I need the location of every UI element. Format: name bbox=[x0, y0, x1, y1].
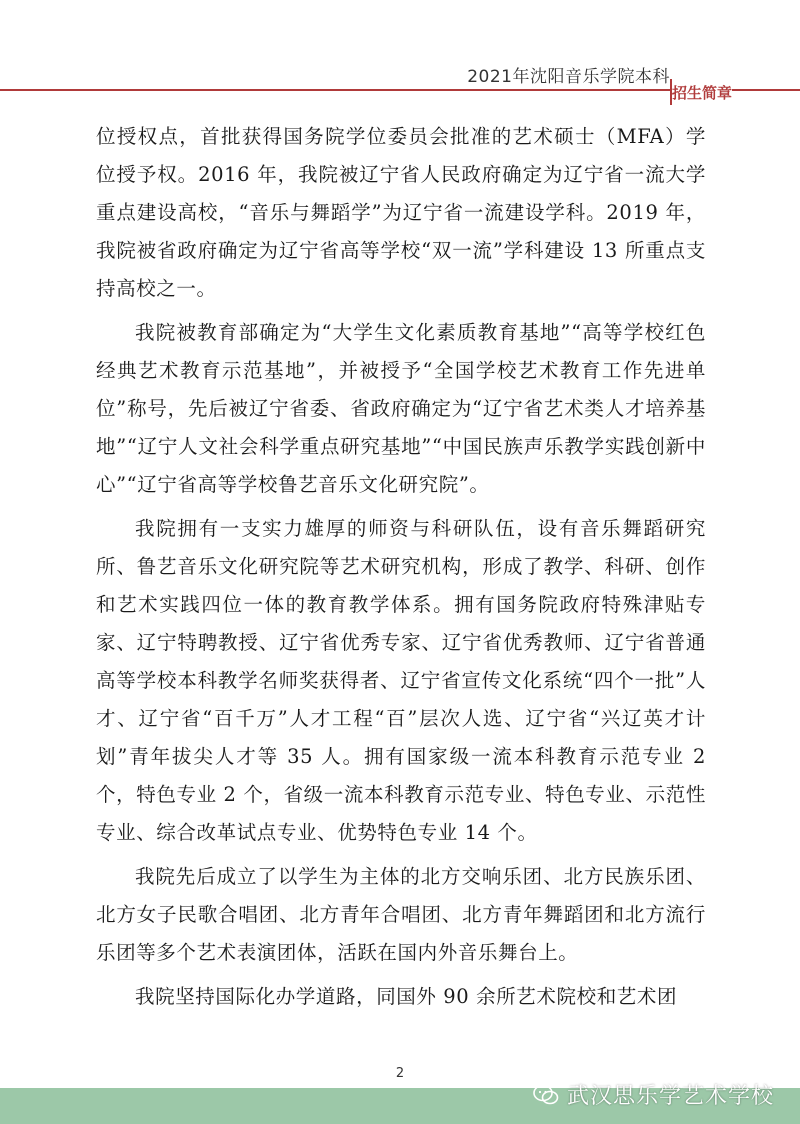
paragraph: 我院坚持国际化办学道路，同国外 90 余所艺术院校和艺术团 bbox=[135, 985, 678, 1008]
header-tab: 招生简章 bbox=[670, 79, 732, 105]
watermark bbox=[533, 1079, 774, 1110]
wechat-icon bbox=[533, 1084, 559, 1106]
page-number: 2 bbox=[395, 1066, 405, 1081]
header-title: 2021年沈阳音乐学院本科 bbox=[467, 67, 670, 87]
watermark-text: 武汉思乐学艺术学校 bbox=[566, 1084, 774, 1109]
body-text bbox=[96, 118, 706, 1016]
paragraph: 我院被教育部确定为“大学生文化素质教育基地”“高等学校红色经典艺术教育示范基地”，并被授予“全国学校艺术教育工作先进单位”称号，先后被辽宁省委、省政府确定为“辽宁省艺术类人才培养基地”“辽宁人文社会科学重点研究基地”“中国民族声乐教学实践创新中心”“辽宁省高等学校鲁艺音乐文化研究院”。 bbox=[96, 321, 706, 496]
paragraph: 我院先后成立了以学生为主体的北方交响乐团、北方民族乐团、北方女子民歌合唱团、北方青年合唱团、北方青年舞蹈团和北方流行乐团等多个艺术表演团体，活跃在国内外音乐舞台上。 bbox=[96, 865, 706, 964]
paragraph: 我院拥有一支实力雄厚的师资与科研队伍，设有音乐舞蹈研究所、鲁艺音乐文化研究院等艺术研究机构，形成了教学、科研、创作和艺术实践四位一体的教育教学体系。拥有国务院政府特殊津贴专家、辽宁特聘教授、辽宁省优秀专家、辽宁省优秀教师、辽宁省普通高等学校本科教学名师奖获得者、辽宁省宣传文化系统“四个一批”人才、辽宁省“百千万”人才工程“百”层次人选、辽宁省“兴辽英才计划”青年拔尖人才等 35 人。拥有国家级一流本科教育示范专业 2 个，特色专业 2 个，省级一流本科教育示范专业、特色专业、示范性专业、综合改革试点专业、优势特色专业 14 个。 bbox=[96, 517, 706, 844]
paragraph: 位授权点，首批获得国务院学位委员会批准的艺术硕士（MFA）学位授予权。2016 年，我院被辽宁省人民政府确定为辽宁省一流大学重点建设高校，“音乐与舞蹈学”为辽宁省一流建设学科。2019 年，我院被省政府确定为辽宁省高等学校“双一流”学科建设 13 所重点支持高校之一。 bbox=[96, 125, 706, 300]
